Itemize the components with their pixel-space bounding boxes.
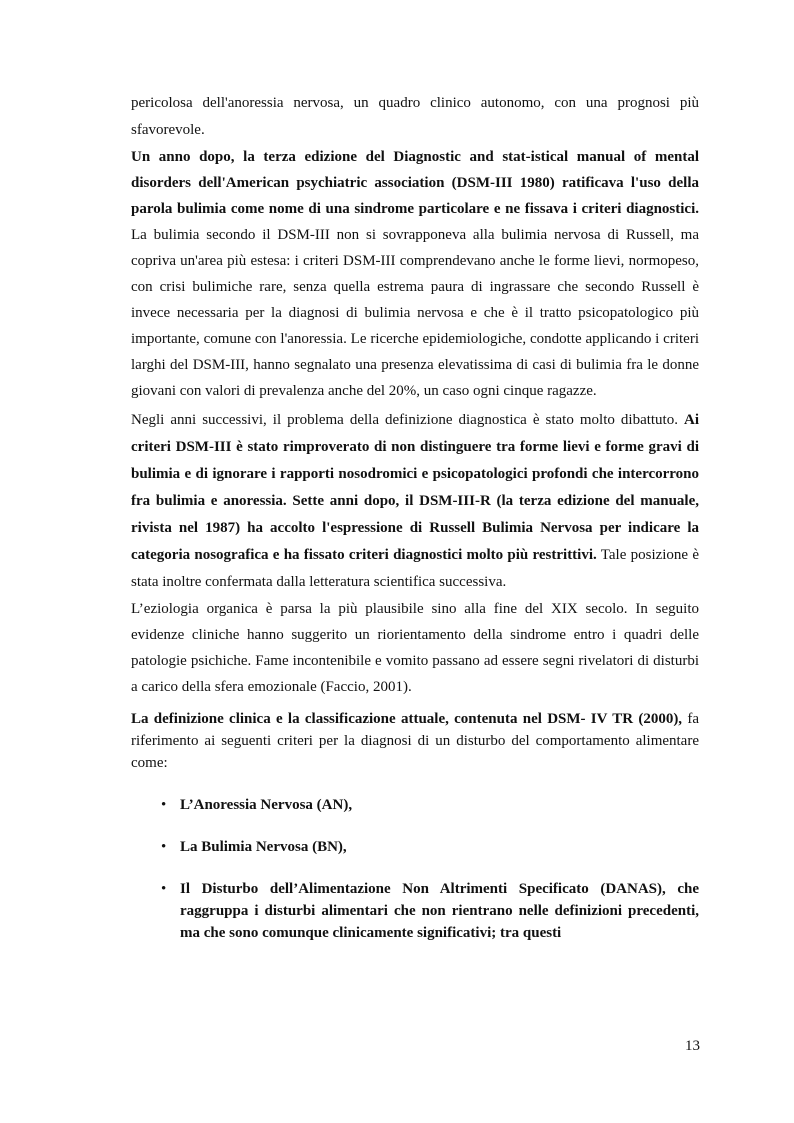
paragraph-3	[131, 407, 699, 596]
list-item-text: L’Anoressia Nervosa (AN),	[180, 797, 353, 813]
paragraph-1	[131, 90, 699, 144]
disorder-list	[131, 794, 699, 944]
list-item	[131, 878, 699, 944]
paragraph-3-text: Tale posizione è stata inoltre confermata dalla letteratura scientifica successiva.	[131, 547, 699, 590]
bullet-icon: •	[161, 839, 167, 855]
paragraph-2-bold: Un anno dopo, la terza edizione del Diagnostic and stat-istical manual of mental disorders dell'American psychiatric association (DSM-III 1980) ratificava l'uso della parola bulimia come nome di una sindrome particolare e ne fissava i criteri diagnostici.	[131, 149, 699, 217]
paragraph-5-bold: La definizione clinica e la classificazione attuale, contenuta nel DSM- IV TR (2000),	[131, 711, 683, 727]
paragraph-4	[131, 596, 699, 700]
page-body	[131, 90, 699, 944]
bullet-icon: •	[161, 881, 167, 897]
list-item	[131, 794, 699, 816]
paragraph-5	[131, 708, 699, 774]
list-item	[131, 836, 699, 858]
paragraph-3-bold: Ai criteri DSM-III è stato rimproverato di non distinguere tra forme lievi e forme gravi di bulimia e di ignorare i rapporti nosodromici e psicopatologici profondi che intercorrono fra bulimia e anoressia. Sette anni dopo, il DSM-III-R (la terza edizione del manuale, rivista nel 1987) ha accolto l'espressione di Russell Bulimia Nervosa per indicare la categoria nosografica e ha fissato criteri diagnostici molto più restrittivi.	[131, 412, 699, 563]
bullet-icon: •	[161, 797, 167, 813]
paragraph-4-text: L’eziologia organica è parsa la più plausibile sino alla fine del XIX secolo. In seguito evidenze cliniche hanno suggerito un riorientamento della sindrome entro i quadri delle patologie psichiche. Fame incontenibile e vomito passano ad essere segni rivelatori di disturbi a carico della sfera emozionale (Faccio, 2001).	[131, 601, 699, 695]
paragraph-2-text: La bulimia secondo il DSM-III non si sovrapponeva alla bulimia nervosa di Russell, ma copriva un'area più estesa: i criteri DSM-III comprendevano anche le forme lievi, normopeso, con crisi bulimiche rare, senza quella estrema paura di ingrassare che secondo Russell è invece necessaria per la diagnosi di bulimia nervosa e che è il tratto psicopatologico più importante, comune con l'anoressia. Le ricerche epidemiologiche, condotte applicando i criteri larghi del DSM-III, hanno segnalato una presenza elevatissima di casi di bulimia fra le donne giovani con valori di prevalenza anche del 20%, un caso ogni cinque ragazze.	[131, 227, 699, 399]
paragraph-5-text: fa riferimento ai seguenti criteri per la diagnosi di un disturbo del comportamento alimentare come:	[131, 711, 699, 771]
page-number: 13	[685, 1038, 700, 1054]
list-item-text: La Bulimia Nervosa (BN),	[180, 839, 347, 855]
paragraph-1-text: pericolosa dell'anoressia nervosa, un quadro clinico autonomo, con una prognosi più sfavorevole.	[131, 95, 699, 138]
list-item-text: Il Disturbo dell’Alimentazione Non Altrimenti Specificato (DANAS), che raggruppa i disturbi alimentari che non rientrano nelle definizioni precedenti, ma che sono comunque clinicamente significativi; tra questi	[180, 881, 699, 941]
paragraph-2	[131, 144, 699, 404]
paragraph-3-lead: Negli anni successivi, il problema della definizione diagnostica è stato molto dibattuto.	[131, 412, 684, 428]
